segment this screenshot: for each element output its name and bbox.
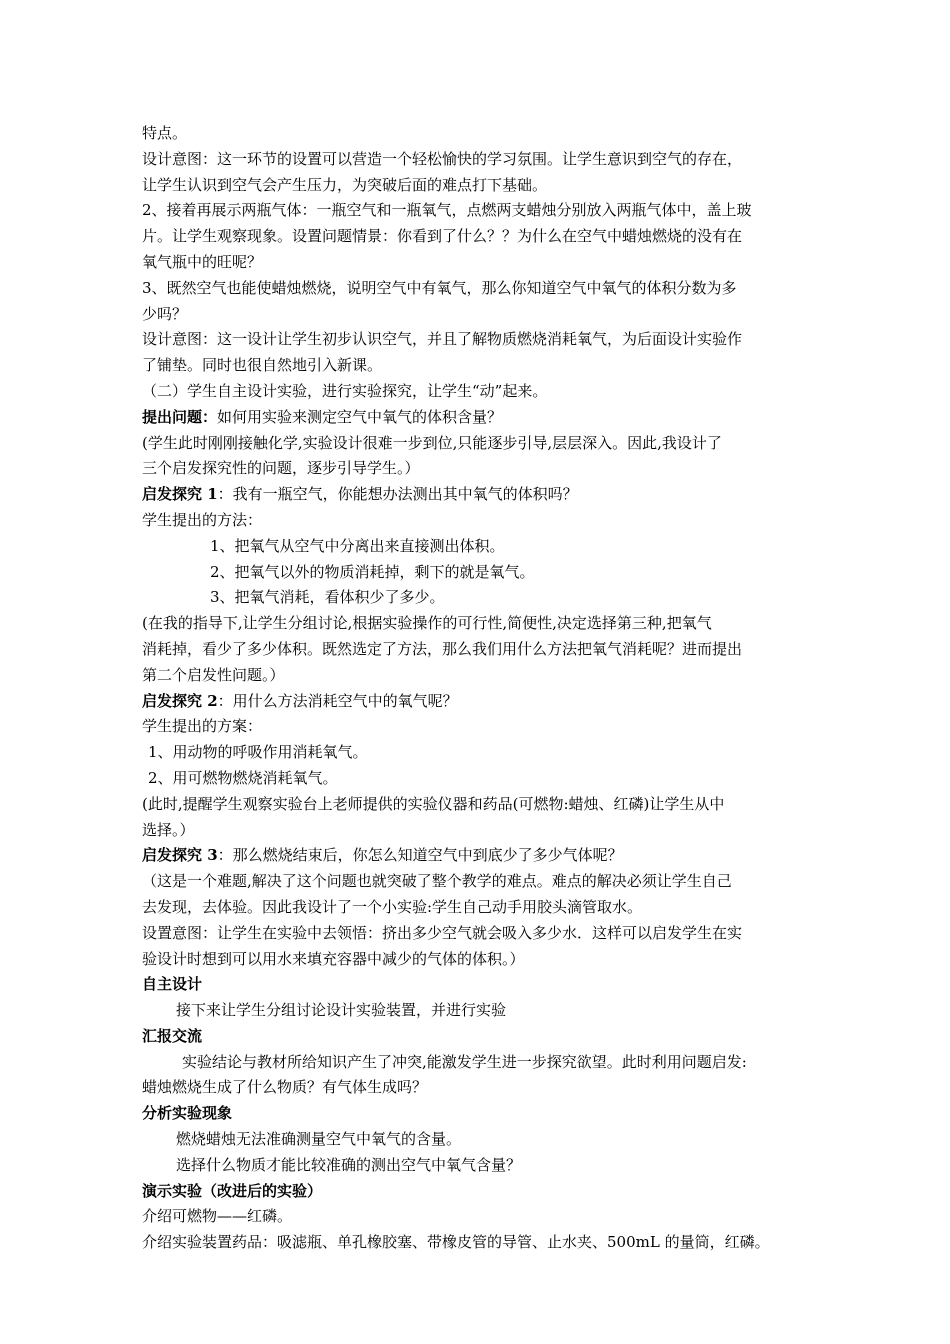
- line-text: 氧气瓶中的旺呢？: [142, 252, 263, 271]
- line-text: 1、用动物的呼吸作用消耗氧气。: [148, 743, 368, 762]
- line-text: (学生此时刚刚接触化学,实验设计很难一步到位,只能逐步引导,层层深入。因此,我设计了: [142, 433, 722, 452]
- text-line: [142, 1127, 814, 1153]
- line-text: ：那么燃烧结束后，你怎么知道空气中到底少了多少气体呢？: [217, 846, 623, 865]
- text-line: [142, 173, 814, 199]
- line-text: 1、把氧气从空气中分离出来直接测出体积。: [210, 536, 505, 555]
- text-line: [142, 198, 814, 224]
- text-line: [142, 482, 814, 508]
- text-line: [142, 921, 814, 947]
- line-text: 蜡烛燃烧生成了什么物质？有气体生成吗？: [142, 1078, 428, 1097]
- section-heading: [142, 1024, 814, 1050]
- text-line: [142, 1153, 814, 1179]
- line-text: (在我的指导下,让学生分组讨论,根据实验操作的可行性,简便性,决定选择第三种,把氧气: [142, 614, 712, 633]
- text-line: [142, 998, 814, 1024]
- text-line: [142, 121, 814, 147]
- line-text: 学生提出的方法：: [142, 510, 263, 529]
- inline-heading: 提出问题：: [142, 407, 218, 426]
- line-text: 了铺垫。同时也很自然地引入新课。: [142, 356, 383, 375]
- text-line: [142, 147, 814, 173]
- text-line: [142, 663, 814, 689]
- line-text: 去发现，去体验。因此我设计了一个小实验:学生自己动手用胶头滴管取水。: [142, 897, 643, 916]
- text-line: [142, 843, 814, 869]
- inline-heading: 启发探究 2: [142, 691, 218, 710]
- text-line: [142, 456, 814, 482]
- text-line: [142, 869, 814, 895]
- section-heading: [142, 972, 814, 998]
- line-text: （二）学生自主设计实验，进行实验探究，让学生“动”起来。: [142, 381, 548, 400]
- line-text: (此时,提醒学生观察实验台上老师提供的实验仪器和药品(可燃物:蜡烛、红磷)让学生从中: [142, 794, 725, 813]
- line-text: 片。让学生观察现象。设置问题情景：你看到了什么？？为什么在空气中蜡烛燃烧的没有在: [142, 227, 743, 246]
- text-line: [142, 714, 814, 740]
- section-heading: [142, 1179, 814, 1205]
- text-line: [142, 947, 814, 973]
- line-text: （这是一个难题,解决了这个问题也就突破了整个教学的难点。难点的解决必须让学生自己: [142, 872, 732, 891]
- line-text: 自主设计: [142, 975, 203, 994]
- inline-heading: 启发探究 3: [142, 846, 218, 865]
- text-line: [142, 327, 814, 353]
- text-line: [142, 1050, 814, 1076]
- line-text: 介绍实验装置药品：吸滤瓶、单孔橡胶塞、带橡皮管的导管、止水夹、500mL 的量筒，红磷。: [142, 1233, 770, 1252]
- text-line: [142, 431, 814, 457]
- text-line: [142, 405, 814, 431]
- line-text: 实验结论与教材所给知识产生了冲突,能激发学生进一步探究欲望。此时利用问题启发:: [182, 1052, 747, 1071]
- line-text: 设置意图：让学生在实验中去领悟：挤出多少空气就会吸入多少水．这样可以启发学生在实: [142, 923, 743, 942]
- text-line: [142, 353, 814, 379]
- text-line: [142, 508, 814, 534]
- text-line: [142, 818, 814, 844]
- inline-heading: 启发探究 1: [142, 485, 218, 504]
- text-line: [142, 792, 814, 818]
- line-text: 分析实验现象: [142, 1104, 233, 1123]
- text-line: [142, 276, 814, 302]
- text-line: [142, 585, 814, 611]
- line-text: 设计意图：这一环节的设置可以营造一个轻松愉快的学习氛围。让学生意识到空气的存在，: [142, 149, 743, 168]
- text-line: [142, 534, 814, 560]
- line-text: 3、既然空气也能使蜡烛燃烧，说明空气中有氧气，那么你知道空气中氧气的体积分数为多: [142, 278, 737, 297]
- line-text: 三个启发探究性的问题，逐步引导学生。）: [142, 459, 420, 478]
- line-text: 2、用可燃物燃烧消耗氧气。: [148, 768, 338, 787]
- text-line: [142, 766, 814, 792]
- line-text: 第二个启发性问题。）: [142, 665, 285, 684]
- line-text: 消耗掉，看少了多少体积。既然选定了方法，那么我们用什么方法把氧气消耗呢？进而提出: [142, 639, 743, 658]
- line-text: 如何用实验来测定空气中氧气的体积含量？: [217, 407, 503, 426]
- section-heading: [142, 1101, 814, 1127]
- line-text: 学生提出的方案：: [142, 717, 263, 736]
- line-text: ：用什么方法消耗空气中的氧气呢？: [217, 691, 458, 710]
- text-line: [142, 560, 814, 586]
- text-line: [142, 637, 814, 663]
- text-line: [142, 224, 814, 250]
- line-text: 介绍可燃物——红磷。: [142, 1207, 293, 1226]
- line-text: 汇报交流: [142, 1026, 203, 1045]
- text-line: [142, 1230, 814, 1256]
- line-text: 3、把氧气消耗，看体积少了多少。: [210, 588, 445, 607]
- text-line: [142, 1075, 814, 1101]
- text-line: [142, 740, 814, 766]
- line-text: 让学生认识到空气会产生压力，为突破后面的难点打下基础。: [142, 175, 548, 194]
- line-text: 2、接着再展示两瓶气体：一瓶空气和一瓶氧气，点燃两支蜡烛分别放入两瓶气体中，盖上玻: [142, 201, 752, 220]
- text-line: [142, 302, 814, 328]
- line-text: 验设计时想到可以用水来填充容器中减少的气体的体积。）: [142, 949, 525, 968]
- text-line: [142, 250, 814, 276]
- line-text: ：我有一瓶空气，你能想办法测出其中氧气的体积吗？: [217, 485, 578, 504]
- text-line: [142, 895, 814, 921]
- text-line: [142, 379, 814, 405]
- line-text: 2、把氧气以外的物质消耗掉，剩下的就是氧气。: [210, 562, 535, 581]
- line-text: 选择什么物质才能比较准确的测出空气中氧气含量？: [176, 1155, 522, 1174]
- line-text: 少吗？: [142, 304, 188, 323]
- text-line: [142, 611, 814, 637]
- text-line: [142, 689, 814, 715]
- line-text: 特点。: [142, 124, 188, 142]
- line-text: 接下来让学生分组讨论设计实验装置，并进行实验: [176, 1001, 507, 1020]
- line-text: 演示实验（改进后的实验）: [142, 1181, 323, 1200]
- document-page: [142, 121, 814, 1256]
- line-text: 设计意图：这一设计让学生初步认识空气，并且了解物质燃烧消耗氧气，为后面设计实验作: [142, 330, 743, 349]
- line-text: 选择。）: [142, 820, 195, 839]
- line-text: 燃烧蜡烛无法准确测量空气中氧气的含量。: [176, 1130, 462, 1149]
- text-line: [142, 1204, 814, 1230]
